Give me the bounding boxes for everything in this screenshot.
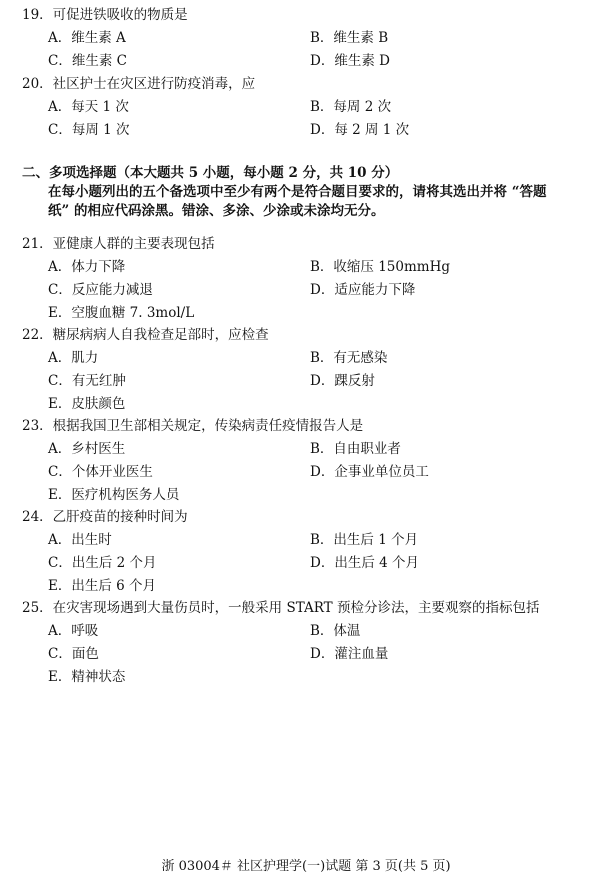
question-20-option-d: D．每 2 周 1 次 [310,122,410,138]
question-20-option-a: A．每天 1 次 [48,99,129,115]
question-22-option-c: C．有无红肿 [48,373,126,389]
question-22-option-b: B．有无感染 [310,350,388,366]
section-2-instructions-line-2: 纸” 的相应代码涂黑。错涂、多涂、少涂或未涂均无分。 [48,203,385,219]
question-21-option-e: E．空腹血糖 7. 3mol/L [48,305,195,321]
question-21-option-a: A．体力下降 [48,259,126,275]
question-21-option-d: D．适应能力下降 [310,282,416,298]
section-2-instructions-line-1: 在每小题列出的五个备选项中至少有两个是符合题目要求的，请将其选出并将 “答题 [48,184,547,200]
question-19-stem: 19．可促进铁吸收的物质是 [22,7,188,23]
question-19-option-d: D．维生素 D [310,53,390,69]
question-25-option-a: A．呼吸 [48,623,99,639]
question-23-option-b: B．自由职业者 [310,441,401,457]
question-21-option-c: C．反应能力减退 [48,282,153,298]
question-24-option-e: E．出生后 6 个月 [48,578,157,594]
question-23-option-e: E．医疗机构医务人员 [48,487,180,503]
question-20-option-b: B．每周 2 次 [310,99,392,115]
question-21-stem: 21．亚健康人群的主要表现包括 [22,236,215,252]
question-19-option-c: C．维生素 C [48,53,127,69]
question-19-option-a: A．维生素 A [48,30,126,46]
question-23-option-a: A．乡村医生 [48,441,126,457]
question-22-stem: 22．糖尿病病人自我检查足部时，应检查 [22,327,269,343]
question-22-option-a: A．肌力 [48,350,99,366]
question-25-stem: 25．在灾害现场遇到大量伤员时，一般采用 START 预检分诊法，主要观察的指标包括 [22,600,540,616]
question-24-option-b: B．出生后 1 个月 [310,532,419,548]
section-2-title: 二、多项选择题（本大题共 5 小题，每小题 2 分，共 10 分） [22,165,399,181]
question-19-option-b: B．维生素 B [310,30,389,46]
question-23-option-d: D．企事业单位员工 [310,464,429,480]
question-22-option-d: D．踝反射 [310,373,375,389]
question-21-option-b: B．收缩压 150mmHg [310,259,450,275]
question-23-stem: 23．根据我国卫生部相关规定，传染病责任疫情报告人是 [22,418,364,434]
question-24-option-d: D．出生后 4 个月 [310,555,419,571]
question-25-option-d: D．灌注血量 [310,646,389,662]
question-24-option-a: A．出生时 [48,532,112,548]
question-20-stem: 20．社区护士在灾区进行防疫消毒，应 [22,76,256,92]
question-23-option-c: C．个体开业医生 [48,464,153,480]
question-25-option-b: B．体温 [310,623,361,639]
question-24-stem: 24．乙肝疫苗的接种时间为 [22,509,188,525]
question-25-option-e: E．精神状态 [48,669,126,685]
question-20-option-c: C．每周 1 次 [48,122,130,138]
question-25-option-c: C．面色 [48,646,99,662]
question-22-option-e: E．皮肤颜色 [48,396,126,412]
question-24-option-c: C．出生后 2 个月 [48,555,157,571]
page-footer: 浙 03004＃ 社区护理学(一)试题 第 3 页(共 5 页) [161,859,451,874]
